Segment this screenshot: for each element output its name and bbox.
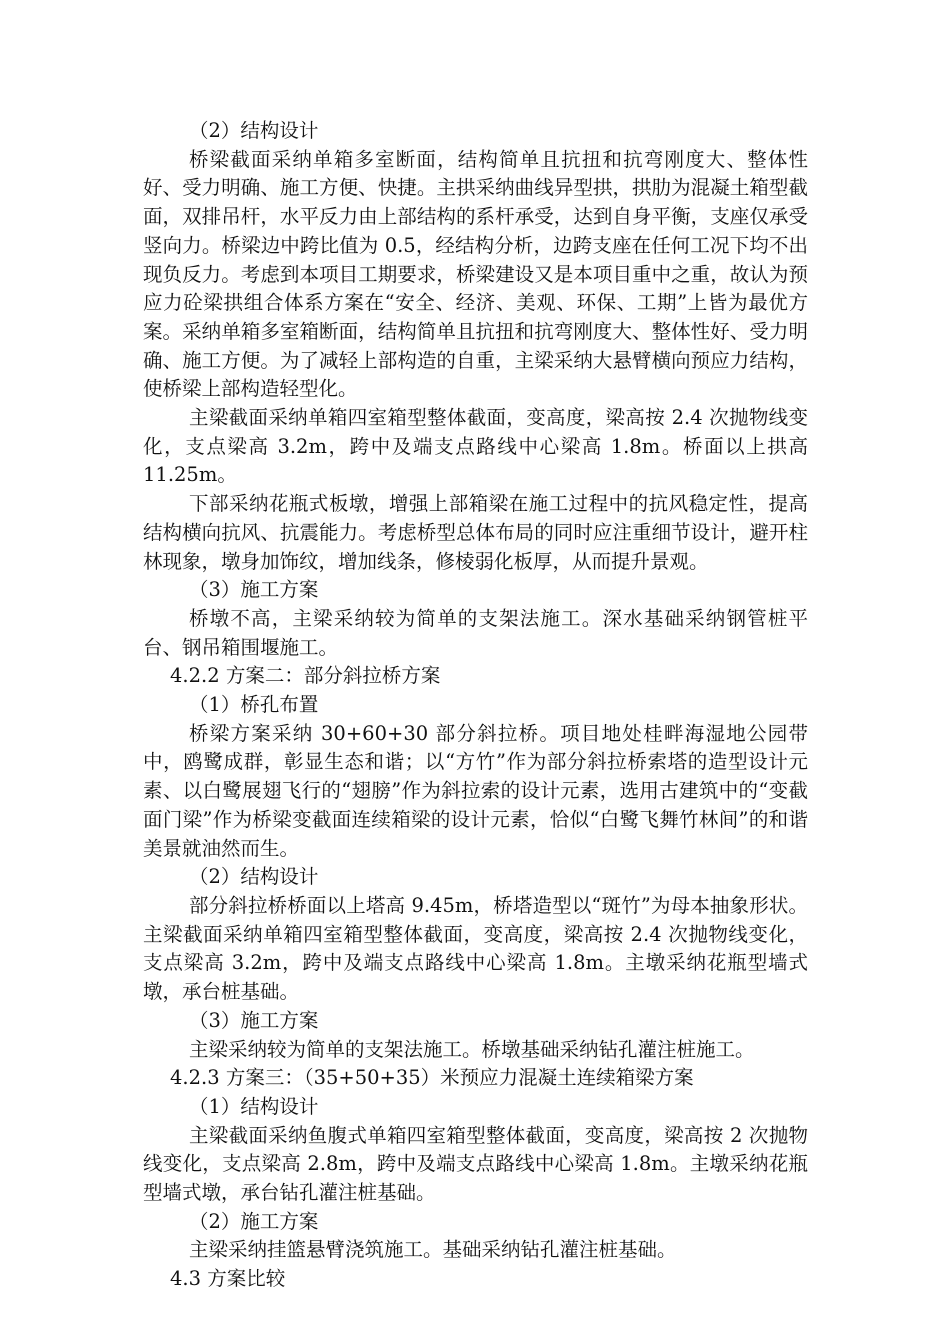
section-heading-structure-design: （1）结构设计 [189,1094,319,1118]
section-heading-scheme-comparison: 4.3 方案比较 [170,1267,286,1291]
body-paragraph: 主梁截面采纳单箱四室箱型整体截面，变高度，梁高按 2.4 次抛物线变化，支点梁高 3.2m，跨中及端支点路线中心梁高 1.8m。桥面以上拱高 11.25m。 [143,406,808,487]
section-heading-span-layout: （1）桥孔布置 [189,693,319,717]
body-paragraph: 下部采纳花瓶式板墩，增强上部箱梁在施工过程中的抗风稳定性，提高结构横向抗风、抗震能力。考虑桥型总体布局的同时应注重细节设计，避开柱林现象，墩身加饰纹，增加线条，修棱弱化板厚，从而提升景观。 [143,492,808,573]
section-heading-construction-plan: （3）施工方案 [189,578,319,602]
body-paragraph: 桥墩不高，主梁采纳较为简单的支架法施工。深水基础采纳钢管桩平台、钢吊箱围堰施工。 [143,606,808,659]
document-body [143,117,808,1294]
body-paragraph: 主梁采纳较为简单的支架法施工。桥墩基础采纳钻孔灌注桩施工。 [189,1037,755,1061]
section-heading-structure-design: （2）结构设计 [189,865,319,889]
body-paragraph: 主梁采纳挂篮悬臂浇筑施工。基础采纳钻孔灌注桩基础。 [189,1238,677,1262]
section-heading-construction-plan: （2）施工方案 [189,1209,319,1233]
section-heading-construction-plan: （3）施工方案 [189,1008,319,1032]
body-paragraph: 桥梁方案采纳 30+60+30 部分斜拉桥。项目地处桂畔海湿地公园带中，鸥鹭成群，彰显生态和谐；以“方竹”作为部分斜拉桥索塔的造型设计元素、以白鹭展翅飞行的“翅膀”作为斜拉索的设计元素，选用古建筑中的“变截面门梁”作为桥梁变截面连续箱梁的设计元素，恰似“白鹭飞舞竹林间”的和谐美景就油然而生。 [143,721,808,860]
section-heading-scheme-three: 4.2.3 方案三：（35+50+35）米预应力混凝土连续箱梁方案 [170,1066,694,1090]
section-heading-structure-design: （2）结构设计 [189,119,319,142]
section-heading-scheme-two: 4.2.2 方案二：部分斜拉桥方案 [170,664,441,688]
body-paragraph: 主梁截面采纳鱼腹式单箱四室箱型整体截面，变高度，梁高按 2 次抛物线变化，支点梁高 2.8m，跨中及端支点路线中心梁高 1.8m。主墩采纳花瓶型墙式墩，承台钻孔灌注桩基础。 [143,1123,808,1205]
body-paragraph: 桥梁截面采纳单箱多室断面，结构简单且抗扭和抗弯刚度大、整体性好、受力明确、施工方便、快捷。主拱采纳曲线异型拱，拱肋为混凝土箱型截面，双排吊杆，水平反力由上部结构的系杆承受，达到自身平衡，支座仅承受竖向力。桥梁边中跨比值为 0.5，经结构分析，边跨支座在任何工况下均不出现负反力。考虑到本项目工期要求，桥梁建设又是本项目重中之重，故认为预应力砼梁拱组合体系方案在“安全、经济、美观、环保、工期”上皆为最优方案。采纳单箱多室箱断面，结构简单且抗扭和抗弯刚度大、整体性好、受力明确、施工方便。为了减轻上部构造的自重，主梁采纳大悬臂横向预应力结构，使桥梁上部构造轻型化。 [143,147,808,401]
body-paragraph: 部分斜拉桥桥面以上塔高 9.45m，桥塔造型以“斑竹”为母本抽象形状。主梁截面采纳单箱四室箱型整体截面，变高度，梁高按 2.4 次抛物线变化，支点梁高 3.2m，跨中及端支点路线中心梁高 1.8m。主墩采纳花瓶型墙式墩，承台桩基础。 [143,893,808,1004]
